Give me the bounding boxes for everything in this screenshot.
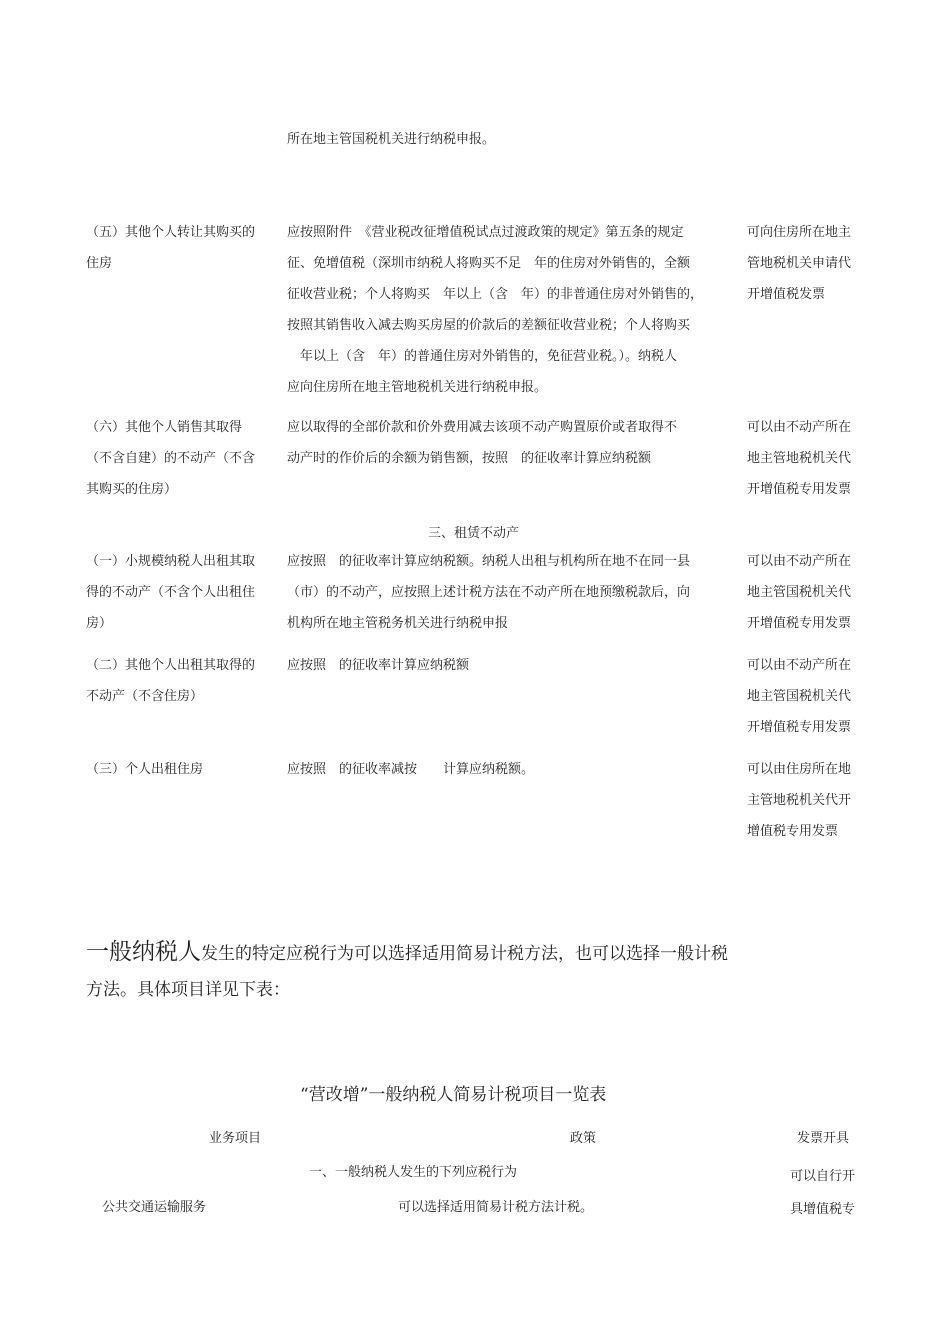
table-row-invoice: 可以自行开 具增值税专 — [790, 1169, 856, 1217]
intro-line1: 发生的特定应税行为可以选择适用简易计税方法，也可以选择一般计税 — [201, 944, 728, 964]
column-header-item: 业务项目 — [209, 1131, 262, 1146]
table-row-invoice: 可以由不动产所在 地主管国税机关代 开增值税专用发票 — [747, 658, 852, 735]
table-row-policy: 应按照 的征收率减按 计算应纳税额。 — [287, 762, 535, 777]
table-row-item: 公共交通运输服务 — [102, 1200, 207, 1215]
table-row-policy: 应以取得的全部价款和价外费用减去该项不动产购置原价或者取得不 动产时的作价后的余额为销售额，按照 的征收率计算应纳税额 — [287, 420, 678, 466]
continuation-text: 所在地主管国税机关进行纳税申报。 — [287, 132, 496, 147]
table-row-invoice: 可以由住房所在地 主管地税机关代开 增值税专用发票 — [747, 762, 852, 839]
intro-paragraph — [86, 934, 728, 1008]
section-heading: 三、租赁不动产 — [428, 526, 520, 541]
table-row-item: （二）其他个人出租其取得的 不动产（不含住房） — [86, 658, 256, 704]
intro-line2: 方法。具体项目详见下表： — [86, 980, 290, 1000]
section-heading: 一、一般纳税人发生的下列应税行为 — [309, 1165, 518, 1180]
table-row-policy: 可以选择适用简易计税方法计税。 — [398, 1200, 594, 1215]
table-row-invoice: 可向住房所在地主 管地税机关申请代 开增值税发票 — [747, 225, 852, 302]
table-row-item: （三）个人出租住房 — [86, 762, 204, 777]
table-row-invoice: 可以由不动产所在 地主管国税机关代 开增值税专用发票 — [747, 554, 852, 631]
table-row-item: （一）小规模纳税人出租其取 得的不动产（不含个人出租住 房） — [86, 554, 256, 631]
table-row-policy: 应按照附件 《营业税改征增值税试点过渡政策的规定》第五条的规定 征、免增值税（深圳市纳税人将购买不足 年的住房对外销售的，全额 征收营业税；个人将购买 年以上（含 年）的非普通住房对外销售的， 按照其销售收入减去购买房屋的价款后的差额征收营业税；个人将购买 年以上（含 年）的普通住房对外销售的，免征营业税。）。纳税人 应向住房所在地主管地税机关进行纳税申报。 — [287, 225, 704, 395]
column-header-policy: 政策 — [570, 1131, 597, 1146]
table-row-item: （五）其他个人转让其购买的 住房 — [86, 225, 256, 271]
table-row-item: （六）其他个人销售其取得 （不含自建）的不动产（不含 其购买的住房） — [86, 420, 256, 497]
table-title: “营改增”一般纳税人简易计税项目一览表 — [300, 1085, 607, 1105]
column-header-invoice: 发票开具 — [797, 1131, 850, 1146]
table-row-policy: 应按照 的征收率计算应纳税额。纳税人出租与机构所在地不在同一县 （市）的不动产，应按照上述计税方法在不动产所在地预缴税款后，向 机构所在地主管税务机关进行纳税申报 — [287, 554, 691, 631]
table-row-invoice: 可以由不动产所在 地主管地税机关代 开增值税专用发票 — [747, 420, 852, 497]
table-row-policy: 应按照 的征收率计算应纳税额 — [287, 658, 470, 673]
intro-lead: 一般纳税人 — [86, 939, 201, 965]
